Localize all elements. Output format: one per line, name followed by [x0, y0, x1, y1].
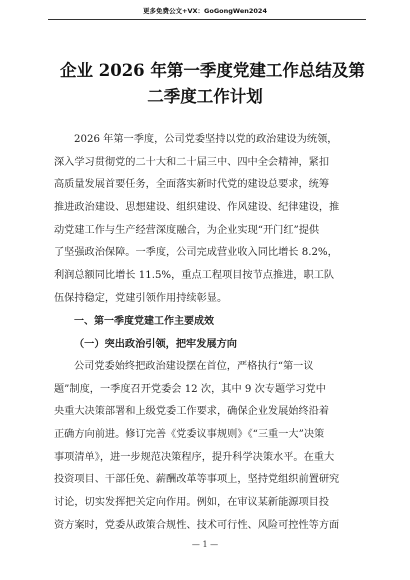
body-line: 资方案时，党委从政策合规性、技术可行性、风险可控性等方面 [54, 519, 340, 531]
body-line: 利润总额同比增长 11.5%，重点工程项目按节点推进，职工队 [54, 270, 335, 282]
body-line: 高质量发展首要任务，全面落实新时代党的建设总要求，统筹 [54, 179, 330, 191]
header-divider [48, 19, 366, 20]
subsection-heading: （一）突出政治引领，把牢发展方向 [74, 338, 237, 351]
body-line: 深入学习贯彻党的二十大和二十届三中、四中全会精神，紧扣 [54, 156, 330, 168]
title-line-2: 二季度工作计划 [147, 87, 263, 106]
body-line: 央重大决策部署和上级党委工作要求，确保企业发展始终沿着 [54, 406, 330, 418]
body-line: 公司党委始终把政治建设摆在首位，严格执行“第一议 [74, 360, 314, 372]
body-line: 投资项目、干部任免、薪酬改革等事项上，坚持党组织前置研究 [54, 474, 340, 486]
title-line-1: 企业 2026 年第一季度党建工作总结及第 [60, 61, 365, 80]
body-line: 动党建工作与生产经营深度融合，为企业实现“开门红”提供 [54, 224, 320, 236]
body-line: 伍保持稳定，党建引领作用持续彰显。 [54, 292, 228, 304]
document-body [54, 129, 354, 537]
body-line: 题”制度，一季度召开党委会 12 次，其中 9 次专题学习党中 [54, 383, 326, 395]
body-line: 推进政治建设、思想建设、组织建设、作风建设、纪律建设，推 [54, 202, 340, 214]
body-line: 正确方向前进。修订完善《党委议事规则》《“三重一大”决策 [54, 428, 325, 440]
body-line: 2026 年第一季度，公司党委坚持以党的政治建设为统领， [74, 134, 338, 145]
page-number: — 1 — [191, 540, 219, 549]
section-heading: 一、第一季度党建工作主要成效 [74, 315, 214, 327]
body-line: 事项清单》，进一步规范决策程序，提升科学决策水平。在重大 [54, 451, 335, 463]
document-title [60, 58, 365, 110]
body-line: 讨论，切实发挥把关定向作用。例如，在审议某新能源项目投 [54, 497, 330, 508]
body-line: 了坚强政治保障。一季度，公司完成营业收入同比增长 8.2%， [54, 247, 338, 259]
header-watermark-text: 更多免费公文+VX：GoGongWen2024 [143, 7, 267, 15]
